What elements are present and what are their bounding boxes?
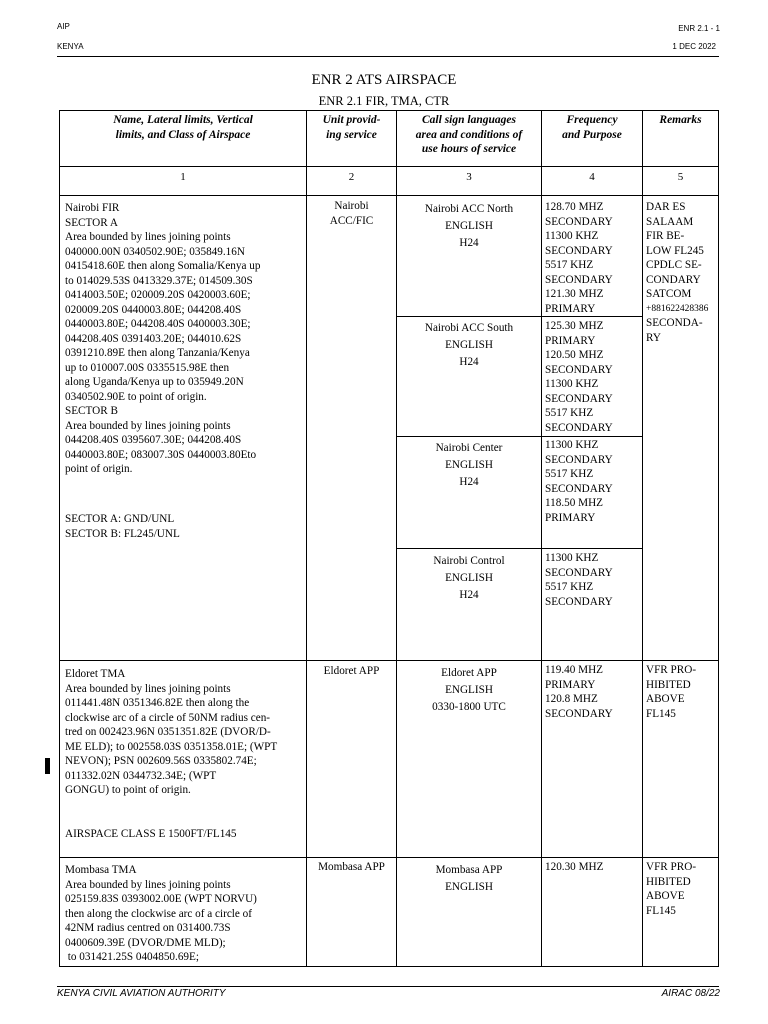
table-border-left xyxy=(59,110,60,967)
header-aip: AIP xyxy=(57,22,70,31)
nairobi-fir-unit: Nairobi ACC/FIC xyxy=(329,200,374,227)
mombasa-tma-callsign: Mombasa APP ENGLISH xyxy=(435,864,503,893)
footer-authority: KENYA CIVIL AVIATION AUTHORITY xyxy=(57,988,226,999)
header-rule xyxy=(57,56,719,57)
subrow-divider-1 xyxy=(396,316,642,317)
header-col-name: Name, Lateral limits, Vertical limits, and Class of Airspace xyxy=(113,114,253,141)
freq-acc-south: 125.30 MHZ PRIMARY 120.50 MHZ SECONDARY 11300 KHZ SECONDARY 5517 KHZ SECONDARY xyxy=(545,320,613,434)
col-number-3: 3 xyxy=(466,171,472,183)
callsign-center: Nairobi Center ENGLISH H24 xyxy=(435,442,503,488)
mombasa-tma-limits: Mombasa TMA Area bounded by lines joining points 025159.83S 0393002.00E (WPT NORVU) then along the clockwise arc of a circle of 42NM radius centred on 031400.73S 0400609.39E (DVOR/DME MLD); to 031421.25S 0404850.69E; xyxy=(65,864,257,963)
mombasa-tma-remarks: VFR PRO- HIBITED ABOVE FL145 xyxy=(646,861,697,917)
header-country: KENYA xyxy=(57,42,84,51)
col-number-5: 5 xyxy=(677,171,684,183)
table-col-divider-3 xyxy=(541,110,542,967)
page-subtitle: ENR 2.1 FIR, TMA, CTR xyxy=(318,94,450,108)
eldoret-tma-remarks: VFR PRO- HIBITED ABOVE FL145 xyxy=(646,664,697,720)
mombasa-tma-unit: Mombasa APP xyxy=(318,861,385,873)
callsign-control: Nairobi Control ENGLISH H24 xyxy=(433,555,505,601)
header-col-remarks: Remarks xyxy=(659,114,702,126)
callsign-acc-north: Nairobi ACC North ENGLISH H24 xyxy=(424,203,514,249)
subrow-divider-3 xyxy=(396,548,642,549)
table-row-divider-2 xyxy=(59,857,718,858)
col-number-1: 1 xyxy=(180,171,186,183)
table-header-rule xyxy=(59,166,718,167)
freq-control: 11300 KHZ SECONDARY 5517 KHZ SECONDARY xyxy=(545,552,613,608)
page-title: ENR 2 ATS AIRSPACE xyxy=(311,72,457,88)
table-border-bottom xyxy=(59,966,718,967)
nairobi-fir-remarks: DAR ES SALAAM FIR BE- LOW FL245 CPDLC SE- CONDARY SATCOM +881622428386 SECONDA- RY xyxy=(646,201,709,344)
change-bar xyxy=(45,758,50,774)
footer-airac: AIRAC 08/22 xyxy=(661,988,720,999)
table-row-divider-1 xyxy=(59,660,718,661)
eldoret-tma-vertical-limits: AIRSPACE CLASS E 1500FT/FL145 xyxy=(65,828,237,840)
table-col-divider-1 xyxy=(306,110,307,967)
header-col-unit: Unit provid- ing service xyxy=(322,114,381,141)
table-col-divider-4 xyxy=(642,110,643,967)
header-date: 1 DEC 2022 xyxy=(672,42,716,51)
table-colnum-rule xyxy=(59,195,718,196)
eldoret-tma-frequency: 119.40 MHZ PRIMARY 120.8 MHZ SECONDARY xyxy=(545,664,613,720)
callsign-acc-south: Nairobi ACC South ENGLISH H24 xyxy=(424,322,514,368)
table-border-top xyxy=(59,110,718,111)
eldoret-tma-unit: Eldoret APP xyxy=(323,665,380,677)
nairobi-fir-vertical-limits: SECTOR A: GND/UNL SECTOR B: FL245/UNL xyxy=(65,513,180,540)
header-col-callsign: Call sign languages area and conditions of use hours of service xyxy=(415,114,523,155)
header-page-ref: ENR 2.1 - 1 xyxy=(678,24,720,33)
mombasa-tma-frequency: 120.30 MHZ xyxy=(545,861,604,873)
eldoret-tma-callsign: Eldoret APP ENGLISH 0330-1800 UTC xyxy=(432,667,506,713)
freq-center: 11300 KHZ SECONDARY 5517 KHZ SECONDARY 118.50 MHZ PRIMARY xyxy=(545,439,613,524)
footer-rule xyxy=(57,986,719,987)
subrow-divider-2 xyxy=(396,436,642,437)
freq-acc-north: 128.70 MHZ SECONDARY 11300 KHZ SECONDARY 5517 KHZ SECONDARY 121.30 MHZ PRIMARY xyxy=(545,201,613,315)
eldoret-tma-limits: Eldoret TMA Area bounded by lines joining points 011441.48N 0351346.82E then along the clockwise arc of a circle of 50NM radius cen- tred on 002423.96N 0351351.82E (DVOR/D- ME ELD); to 002558.03S 0351358.01E; (WPT NEVON); PSN 002609.56S 0335802.74E; 011332.02N 0344732.34E; (WPT GONGU) to point of origin. xyxy=(65,668,278,796)
col-number-2: 2 xyxy=(348,171,355,183)
col-number-4: 4 xyxy=(589,171,595,183)
nairobi-fir-limits: Nairobi FIR SECTOR A Area bounded by lines joining points 040000.00N 0340502.90E; 035849.16N 0415418.60E then along Somalia/Kenya up to 014029.53S 0413329.37E; 014509.30S 0414003.50E; 020009.20S 0420003.60E; 020009.20S 0440003.80E; 044208.40S 0440003.80E; 044208.40S 0400003.30E; 044208.40S 0391403.20E; 044010.62S 0391210.89E then along Tanzania/Kenya up to 010007.00S 0335515.98E then along Uganda/Kenya up to 035949.20N 0340502.90E to point of origin. SECTOR B Area bounded by lines joining points 044208.40S 0395607.30E; 044208.40S 0440003.80E; 083007.30S 0440003.80Eto point of origin. xyxy=(65,202,261,475)
header-col-frequency: Frequency and Purpose xyxy=(562,114,622,141)
table-border-right xyxy=(718,110,719,967)
